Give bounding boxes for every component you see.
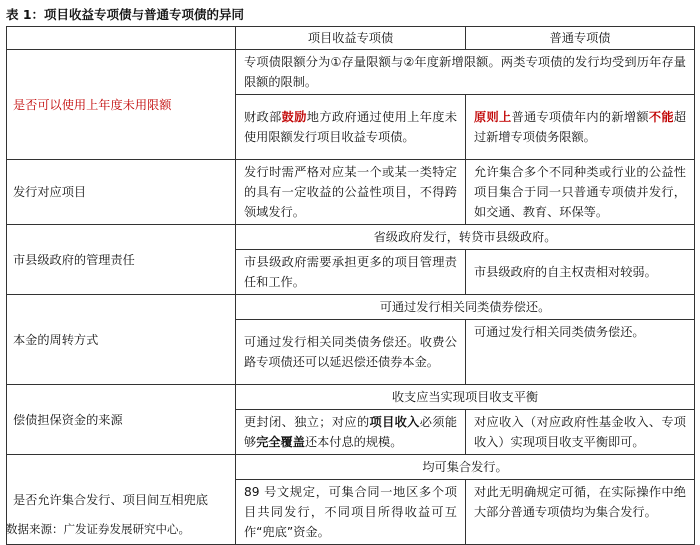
table-row [7,160,695,225]
responsibility-project-cell: 市县级政府需要承担更多的项目管理责任和工作。 [236,250,466,295]
pooling-general-cell: 对此无明确规定可循，在实际操作中绝大部分普通专项债均为集合发行。 [466,480,695,545]
table-row [7,455,695,480]
row-label-responsibility: 市县级政府的管理责任 [7,225,236,295]
row-label-rollover: 本金的周转方式 [7,295,236,385]
responsibility-general-cell: 市县级政府的自主权责相对较弱。 [466,250,695,295]
table-row [7,295,695,320]
pooling-project-cell: 89 号文规定，可集合同一地区多个项目共同发行，不同项目所得收益可互作“兜底”资金。 [236,480,466,545]
responsibility-common-cell: 省级政府发行，转贷市县级政府。 [236,225,695,250]
repayment-general-cell: 对应收入（对应政府性基金收入、专项收入）实现项目收支平衡即可。 [466,410,695,455]
header-general-bond: 普通专项债 [466,27,695,50]
table-row [7,225,695,250]
quota-common-cell: 专项债限额分为①存量限额与②年度新增限额。两类专项债的发行均受到历年存量限额的限制。 [236,50,695,95]
quota-general-cell [466,95,695,160]
header-project-bond: 项目收益专项债 [236,27,466,50]
target-project-cell: 发行时需严格对应某一个或某一类特定的具有一定收益的公益性项目，不得跨领域发行。 [236,160,466,225]
text-run: 还本付息的规模。 [304,435,403,449]
comparison-table [6,26,695,545]
text-run: 更封闭、独立；对应的 [244,415,370,429]
text-run: 普通专项债年内的新增额 [511,110,649,124]
table-row [7,385,695,410]
row-label-target: 发行对应项目 [7,160,236,225]
emphasis-encourage: 鼓励 [281,110,307,124]
header-blank-cell [7,27,236,50]
emphasis-project-income: 项目收入 [369,415,420,429]
text-run: 财政部 [244,110,282,124]
pooling-common-cell: 均可集合发行。 [236,455,695,480]
emphasis-full-coverage: 完全覆盖 [256,435,305,449]
emphasis-in-principle: 原则上 [474,110,512,124]
rollover-project-cell: 可通过发行相关同类债务偿还。收费公路专项债还可以延迟偿还债券本金。 [236,320,466,385]
row-label-repayment: 偿债担保资金的来源 [7,385,236,455]
quota-project-cell [236,95,466,160]
row-label-quota: 是否可以使用上年度未用限额 [7,50,236,160]
text-run: 超过新增专项债务限额。 [474,110,687,144]
row-label-pooling: 是否允许集合发行、项目间互相兜底 [7,455,236,545]
data-source-note: 数据来源：广发证券发展研究中心。 [6,522,190,536]
table-row [7,50,695,95]
table-title: 表 1：项目收益专项债与普通专项债的异同 [6,7,245,22]
table-header-row [7,27,695,50]
rollover-general-cell: 可通过发行相关同类债务偿还。 [466,320,695,385]
repayment-common-cell: 收支应当实现项目收支平衡 [236,385,695,410]
repayment-project-cell [236,410,466,455]
target-general-cell: 允许集合多个不同种类或行业的公益性项目集合于同一只普通专项债并发行，如交通、教育、环保等。 [466,160,695,225]
emphasis-cannot: 不能 [648,110,674,124]
text-run: 必须能够 [244,415,458,449]
text-run: 地方政府通过使用上年度未使用限额发行项目收益专项债。 [244,110,458,144]
rollover-common-cell: 可通过发行相关同类债券偿还。 [236,295,695,320]
